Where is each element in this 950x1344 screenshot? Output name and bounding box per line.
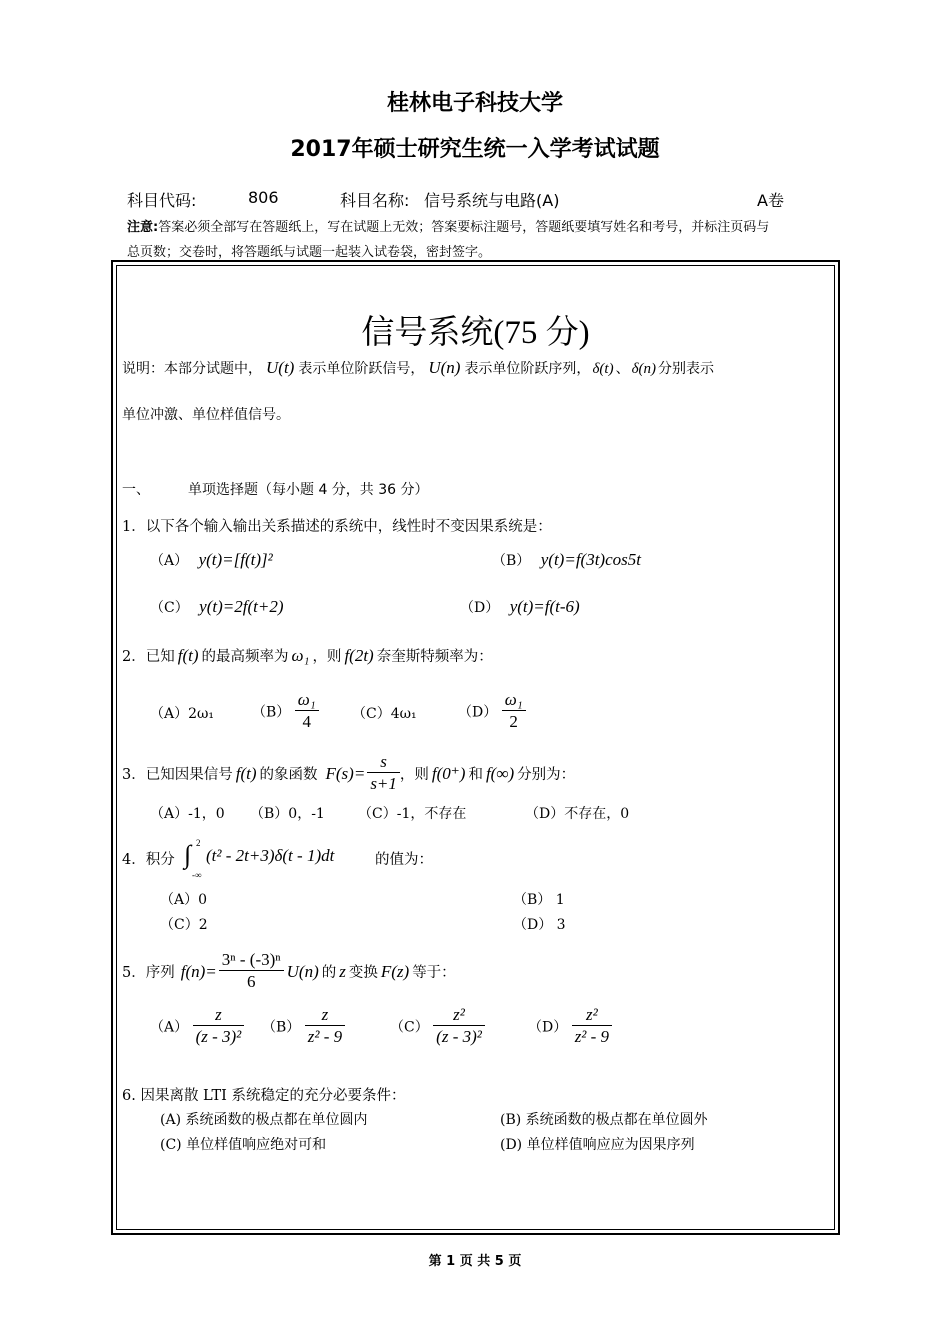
q5-option-c <box>390 1005 485 1048</box>
q5-denominator: 6 <box>246 972 256 991</box>
q6-option-c: (C) 单位样值响应绝对可和 <box>160 1137 327 1153</box>
q3-math-f0: f(0⁺) <box>431 763 466 783</box>
q5-c-numerator: z² <box>433 1005 485 1026</box>
q3-option-a: （A）-1，0 <box>150 806 225 822</box>
q3-math-F: F(s)= <box>325 763 366 783</box>
q5-text-2: 的 <box>321 965 337 981</box>
q2-d-denominator: 2 <box>509 712 518 731</box>
q4-option-b: （B） 1 <box>513 892 565 908</box>
q5-a-numerator: z <box>193 1005 245 1026</box>
q5-math-f: f(n)= <box>180 961 217 981</box>
part-title: 单项选择题（每小题 4 分，共 36 分） <box>188 482 429 498</box>
q1-stem: 1．以下各个输入输出关系描述的系统中，线性时不变因果系统是： <box>122 519 552 535</box>
q5-numerator: 3ⁿ - (-3)ⁿ <box>219 950 284 971</box>
q5-c-denominator: (z - 3)² <box>436 1027 482 1046</box>
q2-b-numerator: ω₁ <box>295 690 319 711</box>
q2-b-label: （B） <box>252 704 291 721</box>
q6-option-a: (A) 系统函数的极点都在单位圆内 <box>160 1112 368 1128</box>
q2-option-c: （C）4ω₁ <box>352 706 417 722</box>
q3-text-2: 的象函数 <box>259 767 318 783</box>
q5-a-label: （A） <box>150 1019 189 1036</box>
q6-option-b: (B) 系统函数的极点都在单位圆外 <box>500 1112 708 1128</box>
q3-option-b: （B）0，-1 <box>250 806 325 822</box>
q2-text-3: ，则 <box>312 649 342 665</box>
q1-b-label: （B） <box>492 553 531 569</box>
desc-math-delta-t: δ(t) <box>592 361 614 377</box>
q2-option-b <box>252 690 319 733</box>
desc-text-3: 表示单位阶跃序列， <box>464 361 591 377</box>
exam-title: 2017年硕士研究生统一入学考试试题 <box>290 137 660 162</box>
q1-option-d <box>460 597 580 617</box>
page-footer: 第 1 页 共 5 页 <box>428 1254 522 1269</box>
q5-d-denominator: z² - 9 <box>574 1027 610 1046</box>
q5-b-label: （B） <box>262 1019 301 1036</box>
q4-option-a: （A）0 <box>160 892 208 908</box>
paper-variant: A卷 <box>757 191 784 210</box>
q4-option-c: （C）2 <box>160 917 208 933</box>
q2-option-a: （A）2ω₁ <box>150 706 215 722</box>
q3-option-d: （D）不存在，0 <box>525 806 630 822</box>
q2-text-2: 的最高频率为 <box>201 649 289 665</box>
note-line-1: 答案必须全部写在答题纸上，写在试题上无效；答案要标注题号，答题纸要填写姓名和考号，并标注页码与 <box>158 220 770 235</box>
subject-name-label: 科目名称: <box>340 191 410 210</box>
q3-text-1: 3．已知因果信号 <box>122 767 233 783</box>
q3-math-f: f(t) <box>235 763 257 783</box>
part-number: 一、 <box>122 482 150 498</box>
q3-numerator: s <box>367 752 400 773</box>
q1-c-label: （C） <box>150 600 189 616</box>
q5-stem <box>122 950 456 993</box>
q3-denominator: s+1 <box>370 774 397 793</box>
q5-text-1: 5．序列 <box>122 965 175 981</box>
subject-name: 信号系统与电路(A) <box>424 191 560 210</box>
desc-line-2: 单位冲激、单位样值信号。 <box>122 407 290 423</box>
q2-stem <box>122 645 493 666</box>
q5-option-b <box>262 1005 345 1048</box>
q5-option-d <box>528 1005 612 1048</box>
desc-text-4: 分别表示 <box>658 361 715 377</box>
q5-math-z: z <box>339 961 346 981</box>
q3-math-finf: f(∞) <box>485 763 515 783</box>
q5-d-label: （D） <box>528 1019 568 1036</box>
q2-b-denominator: 4 <box>302 712 311 731</box>
q1-a-expr: y(t)=[f(t)]² <box>198 550 273 569</box>
university-title: 桂林电子科技大学 <box>386 91 563 116</box>
note-line-2: 总页数；交卷时，将答题纸与试题一起装入试卷袋，密封签字。 <box>127 245 492 260</box>
q1-c-expr: y(t)=2f(t+2) <box>199 597 284 616</box>
q5-a-denominator: (z - 3)² <box>195 1027 242 1046</box>
q2-math-f: f(t) <box>177 646 199 665</box>
note-label: 注意: <box>127 220 159 235</box>
q2-d-numerator: ω₁ <box>502 690 526 711</box>
q2-option-d <box>458 690 526 733</box>
q3-option-c: （C）-1，不存在 <box>358 806 467 822</box>
q4-text-2: 的值为： <box>375 852 433 868</box>
desc-math-Ut: U(t) <box>266 358 295 377</box>
q5-text-4: 等于： <box>412 965 456 981</box>
q5-c-label: （C） <box>390 1019 429 1036</box>
q5-b-numerator: z <box>305 1005 345 1026</box>
q4-text-1: 4．积分 <box>122 852 175 868</box>
q2-math-f2: f(2t) <box>344 646 374 665</box>
q5-text-3: 变换 <box>348 965 378 981</box>
q1-option-b <box>492 550 641 570</box>
desc-math-Un: U(n) <box>428 358 461 377</box>
q2-d-label: （D） <box>458 704 498 721</box>
q4-lower-limit: -∞ <box>192 870 202 880</box>
q1-option-c <box>150 597 283 617</box>
integral-sign: ∫ <box>184 840 192 869</box>
desc-math-delta-n: δ(n) <box>631 361 657 377</box>
desc-sep: 、 <box>615 361 630 377</box>
q6-option-d: (D) 单位样值响应应为因果序列 <box>500 1137 695 1153</box>
q5-option-a <box>150 1005 244 1048</box>
q3-text-4: 分别为： <box>517 767 576 783</box>
q3-stem <box>122 752 575 795</box>
q5-b-denominator: z² - 9 <box>307 1027 343 1046</box>
subject-code-label: 科目代码: <box>127 191 197 210</box>
q2-text-4: 奈奎斯特频率为： <box>376 649 493 665</box>
desc-text-2: 表示单位阶跃信号， <box>298 361 425 377</box>
q6-stem: 6. 因果离散 LTI 系统稳定的充分必要条件： <box>122 1088 406 1104</box>
q4-integrand: (t² - 2t+3)δ(t - 1)dt <box>206 846 335 865</box>
q5-math-F: F(z) <box>380 961 410 981</box>
q2-text-1: 2．已知 <box>122 649 175 665</box>
q3-text-3: ，则 <box>399 767 429 783</box>
q1-d-label: （D） <box>460 600 500 616</box>
desc-text-1: 说明：本部分试题中， <box>122 361 262 377</box>
section-title: 信号系统(75 分) <box>361 315 590 351</box>
q1-a-label: （A） <box>150 553 189 569</box>
q1-option-a <box>150 550 273 570</box>
q1-b-expr: y(t)=f(3t)cos5t <box>540 550 641 569</box>
q4-upper-limit: 2 <box>196 838 201 848</box>
section-description <box>122 358 714 378</box>
subject-code: 806 <box>248 188 279 207</box>
q2-math-w: ω₁ <box>291 646 310 665</box>
q4-option-d: （D） 3 <box>513 917 566 933</box>
q5-d-numerator: z² <box>572 1005 612 1026</box>
q3-text-and: 和 <box>468 767 483 783</box>
q5-math-U: U(n) <box>286 961 319 981</box>
q1-d-expr: y(t)=f(t-6) <box>509 597 580 616</box>
